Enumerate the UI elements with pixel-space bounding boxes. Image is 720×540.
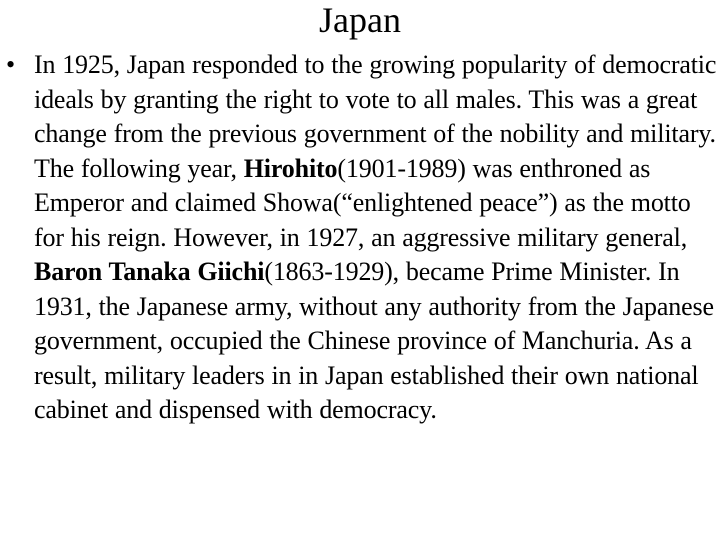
bullet-dot-icon: • [6, 50, 16, 79]
paragraph-text-2: (1901-1989) was enthroned as Emperor and claimed Showa(“enlightened peace”) as the motto for his reign. However, in 1927, an aggressive military general, [34, 153, 691, 252]
paragraph-text-1: In 1925, Japan responded to the growing popularity of democratic ideals by granting the right to vote to all males. This was a great change from the previous government of the nobility and military. The following year, [34, 50, 717, 183]
paragraph-text-3: (1863-1929), became Prime Minister. In 1931, the Japanese army, without any authority from the Japanese government, occupied the Chinese province of Manchuria. As a result, military leaders in in Japan established their own national cabinet and dispensed with democracy. [34, 257, 714, 424]
emphasis-baron-tanaka-giichi: Baron Tanaka Giichi [34, 257, 265, 286]
emphasis-hirohito: Hirohito [243, 153, 338, 183]
bullet-paragraph [34, 48, 719, 428]
slide-title: Japan [319, 0, 401, 40]
